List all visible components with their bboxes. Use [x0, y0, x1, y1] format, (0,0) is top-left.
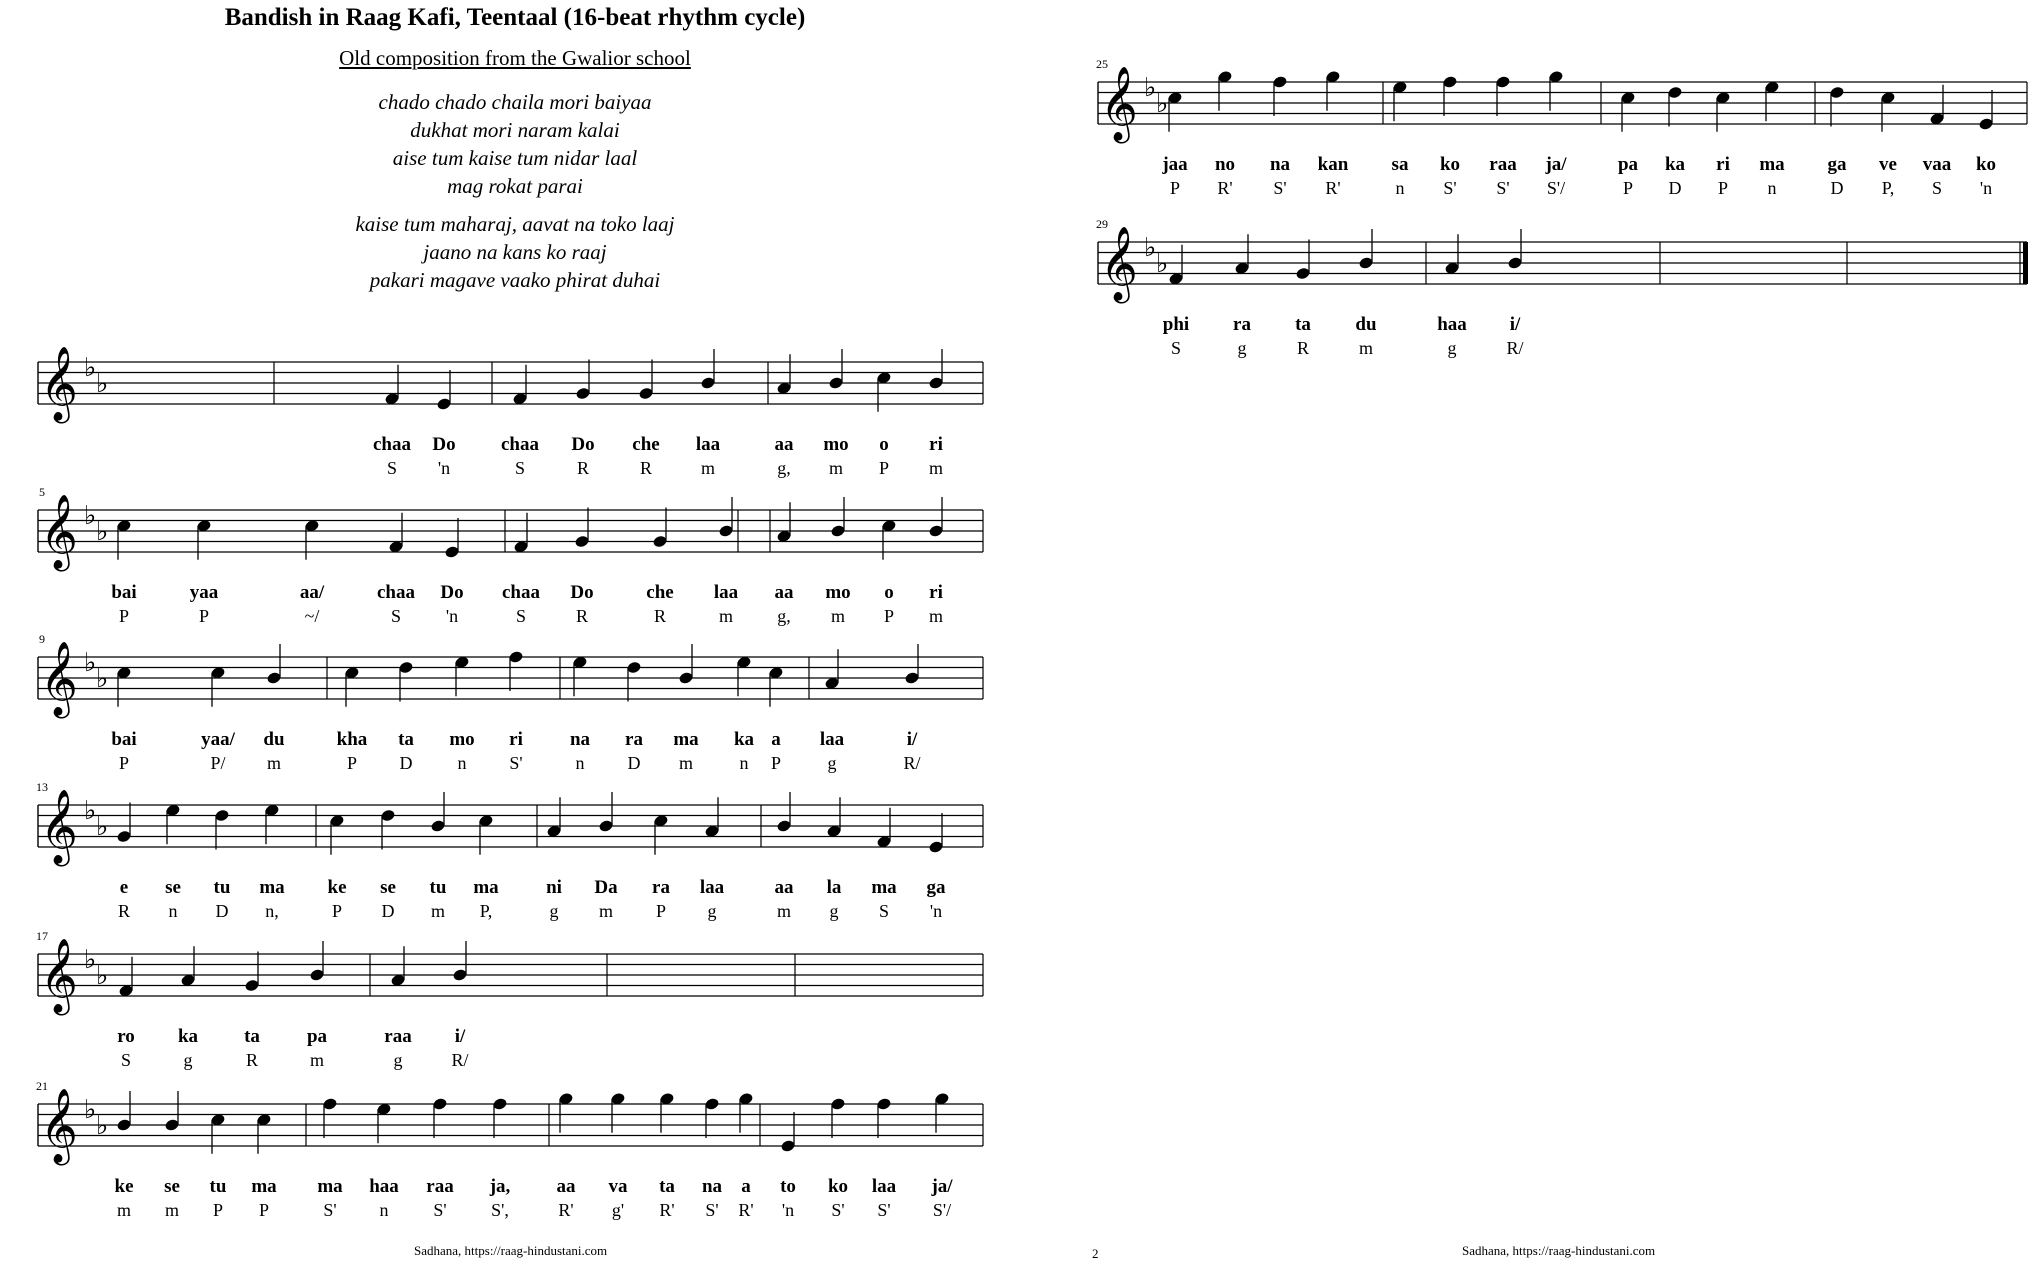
swar-note: 'n [437, 458, 451, 478]
measure-number: 29 [1096, 217, 1108, 231]
swar-note: R [576, 458, 590, 478]
lyric-syllable: aa [774, 582, 794, 603]
page-title: Bandish in Raag Kafi, Teentaal (16-beat rhythm cycle) [224, 4, 806, 31]
swar-note: S' [433, 1200, 447, 1220]
swar-note: R/ [1506, 338, 1524, 358]
two-flats-icon: ♭ [84, 353, 97, 383]
swar-note: S [1931, 178, 1943, 198]
swar-note: R/ [451, 1050, 469, 1070]
poem-line: dukhat mori naram kalai [410, 118, 620, 142]
lyric-syllable: ko [827, 1176, 849, 1197]
lyric-syllable: haa [369, 1176, 399, 1197]
swar-note: P [258, 1200, 270, 1220]
swar-note: R' [738, 1200, 754, 1220]
lyric-syllable: Do [571, 434, 595, 455]
lyric-syllable: pa [306, 1026, 328, 1047]
swar-note: S [390, 606, 402, 626]
lyric-syllable: bai [111, 729, 137, 750]
lyric-syllable: a [741, 1176, 751, 1197]
swar-note: P [118, 753, 130, 773]
lyric-syllable: a [771, 729, 781, 750]
swar-note: D [1668, 178, 1682, 198]
swar-note: P [331, 901, 343, 921]
swar-note: R [117, 901, 131, 921]
swar-note: S [515, 606, 527, 626]
lyric-syllable: i/ [454, 1026, 466, 1047]
lyric-syllable: ra [625, 729, 643, 750]
lyric-syllable: yaa/ [201, 729, 235, 750]
staff-system [38, 495, 983, 572]
poem-line: aise tum kaise tum nidar laal [392, 146, 638, 170]
swar-note: P [878, 458, 890, 478]
lyric-syllable: ra [652, 877, 670, 898]
staff-system [1098, 67, 2027, 144]
two-flats-icon: ♭ [96, 1111, 109, 1141]
lyric-syllable: kan [1317, 154, 1349, 175]
two-flats-icon: ♭ [84, 1095, 97, 1125]
swar-note: R [1296, 338, 1310, 358]
lyric-syllable: na [701, 1176, 723, 1197]
poem-line: pakari magave vaako phirat duhai [369, 268, 661, 292]
swar-note: g [549, 901, 559, 921]
swar-note: m [430, 901, 446, 921]
lyric-syllable: aa [556, 1176, 576, 1197]
swar-note: n, [265, 901, 279, 921]
lyric-syllable: laa [695, 434, 721, 455]
two-flats-icon: ♭ [1144, 73, 1157, 103]
lyric-syllable: phi [1162, 314, 1190, 335]
lyric-syllable: laa [871, 1176, 897, 1197]
swar-note: g [1237, 338, 1247, 358]
swar-note: S' [323, 1200, 337, 1220]
lyric-syllable: bai [111, 582, 137, 603]
lyric-syllable: ta [659, 1176, 675, 1197]
treble-clef-icon: 𝄞 [40, 1089, 78, 1163]
treble-clef-icon: 𝄞 [40, 790, 78, 864]
lyric-syllable: Do [440, 582, 464, 603]
lyric-syllable: ta [398, 729, 414, 750]
swar-note: g [183, 1050, 193, 1070]
swar-note: S [514, 458, 526, 478]
lyric-syllable: se [165, 877, 181, 898]
swar-note: D [1830, 178, 1844, 198]
treble-clef-icon: 𝄞 [1100, 67, 1138, 141]
swar-note: D [215, 901, 229, 921]
swar-note: g [1447, 338, 1457, 358]
treble-clef-icon: 𝄞 [1100, 227, 1138, 301]
swar-note: 'n [445, 606, 459, 626]
swar-note: D [627, 753, 641, 773]
lyric-syllable: tu [429, 877, 447, 898]
swar-note: m [598, 901, 614, 921]
lyric-syllable: ma [473, 877, 499, 898]
swar-note: n [457, 753, 467, 773]
lyric-syllable: chaa [373, 434, 411, 455]
lyric-syllable: vaa [1922, 154, 1952, 175]
swar-note: g' [611, 1200, 625, 1220]
lyric-syllable: to [780, 1176, 796, 1197]
two-flats-icon: ♭ [84, 796, 97, 826]
swar-note: P [1169, 178, 1181, 198]
two-flats-icon: ♭ [96, 664, 109, 694]
lyric-syllable: ra [1233, 314, 1251, 335]
lyric-syllable: se [380, 877, 396, 898]
staff-system [38, 1089, 983, 1166]
lyric-syllable: ja/ [931, 1176, 953, 1197]
swar-note: R [575, 606, 589, 626]
lyric-syllable: ke [327, 877, 347, 898]
lyric-syllable: aa [774, 877, 794, 898]
treble-clef-icon: 𝄞 [40, 347, 78, 421]
swar-note: m [678, 753, 694, 773]
final-barline-thick [2023, 242, 2028, 284]
lyric-syllable: pa [1617, 154, 1639, 175]
lyric-syllable: Do [570, 582, 594, 603]
staff-system [38, 790, 983, 867]
swar-note: n [379, 1200, 389, 1220]
swar-note: S'/ [932, 1200, 952, 1220]
lyric-syllable: o [879, 434, 889, 455]
swar-note: g, [777, 606, 791, 626]
lyric-syllable: chaa [501, 434, 539, 455]
swar-note: D [381, 901, 395, 921]
swar-note: P/ [210, 753, 226, 773]
swar-note: P [655, 901, 667, 921]
two-flats-icon: ♭ [84, 945, 97, 975]
lyric-syllable: tu [209, 1176, 227, 1197]
treble-clef-icon: 𝄞 [40, 642, 78, 716]
swar-note: n [575, 753, 585, 773]
swar-note: S' [1443, 178, 1457, 198]
poem-line: chado chado chaila mori baiyaa [378, 90, 652, 114]
staff-system [1098, 227, 2028, 304]
swar-note: R [653, 606, 667, 626]
swar-note: R/ [903, 753, 921, 773]
swar-note: S' [877, 1200, 891, 1220]
swar-note: m [1358, 338, 1374, 358]
lyric-syllable: sa [1391, 154, 1409, 175]
lyric-syllable: kha [336, 729, 368, 750]
lyric-syllable: ko [1975, 154, 1997, 175]
lyric-syllable: ke [114, 1176, 134, 1197]
swar-note: P [118, 606, 130, 626]
lyric-syllable: Da [594, 877, 618, 898]
lyric-syllable: na [1269, 154, 1291, 175]
staff-system [38, 642, 983, 719]
measure-number: 21 [36, 1079, 48, 1093]
poem-line: kaise tum maharaj, aavat na toko laaj [355, 212, 675, 236]
lyric-syllable: la [826, 877, 842, 898]
lyric-syllable: ma [251, 1176, 277, 1197]
lyric-syllable: ga [1827, 154, 1847, 175]
swar-note: m [830, 606, 846, 626]
lyric-syllable: ka [177, 1026, 199, 1047]
poem-line: jaano na kans ko raaj [423, 240, 607, 264]
swar-note: m [116, 1200, 132, 1220]
poem-line: mag rokat parai [447, 174, 583, 198]
lyric-syllable: laa [699, 877, 725, 898]
lyric-syllable: raa [1489, 154, 1517, 175]
lyric-syllable: ma [317, 1176, 343, 1197]
swar-note: g [827, 753, 837, 773]
lyric-syllable: raa [384, 1026, 412, 1047]
swar-note: m [700, 458, 716, 478]
swar-note: m [164, 1200, 180, 1220]
swar-note: R [639, 458, 653, 478]
two-flats-icon: ♭ [1144, 233, 1157, 263]
swar-note: m [828, 458, 844, 478]
lyric-syllable: tu [213, 877, 231, 898]
swar-note: S'/ [1546, 178, 1566, 198]
swar-note: 'n [929, 901, 943, 921]
swar-note: n [1767, 178, 1777, 198]
lyric-syllable: aa [774, 434, 794, 455]
lyric-syllable: ja, [489, 1176, 511, 1197]
swar-note: 'n [1979, 178, 1993, 198]
swar-note: R' [659, 1200, 675, 1220]
lyric-syllable: mo [825, 582, 851, 603]
swar-note: R' [1217, 178, 1233, 198]
lyric-syllable: laa [819, 729, 845, 750]
swar-note: D [399, 753, 413, 773]
swar-note: S [120, 1050, 132, 1070]
lyric-syllable: ma [1759, 154, 1785, 175]
lyric-syllable: ja/ [1545, 154, 1567, 175]
lyric-syllable: du [263, 729, 285, 750]
swar-note: P, [479, 901, 493, 921]
lyric-syllable: che [632, 434, 660, 455]
swar-note: m [309, 1050, 325, 1070]
lyric-syllable: ve [1879, 154, 1897, 175]
swar-note: n [1395, 178, 1405, 198]
lyric-syllable: ma [673, 729, 699, 750]
swar-note: S' [1273, 178, 1287, 198]
lyric-syllable: ko [1439, 154, 1461, 175]
swar-note: S' [831, 1200, 845, 1220]
lyric-syllable: ka [1664, 154, 1686, 175]
swar-note: S [878, 901, 890, 921]
lyric-syllable: ma [871, 877, 897, 898]
two-flats-icon: ♭ [1156, 89, 1169, 119]
footer-credit-left: Sadhana, https://raag-hindustani.com [414, 1243, 608, 1258]
two-flats-icon: ♭ [96, 961, 109, 991]
swar-note: ~/ [304, 606, 320, 626]
swar-note: P [1717, 178, 1729, 198]
treble-clef-icon: 𝄞 [40, 495, 78, 569]
swar-note: P [198, 606, 210, 626]
lyric-syllable: ta [1295, 314, 1311, 335]
lyric-syllable: ni [546, 877, 562, 898]
measure-number: 17 [36, 929, 48, 943]
swar-note: S [1170, 338, 1182, 358]
lyric-syllable: no [1214, 154, 1236, 175]
measure-number: 13 [36, 780, 48, 794]
page-subtitle: Old composition from the Gwalior school [339, 46, 691, 70]
lyric-syllable: ri [929, 582, 943, 603]
lyric-syllable: chaa [377, 582, 415, 603]
lyric-syllable: chaa [502, 582, 540, 603]
swar-note: g [829, 901, 839, 921]
swar-note: 'n [781, 1200, 795, 1220]
lyric-syllable: se [164, 1176, 180, 1197]
lyric-syllable: ka [733, 729, 755, 750]
swar-note: S' [509, 753, 523, 773]
lyric-syllable: ta [244, 1026, 260, 1047]
swar-note: R' [1325, 178, 1341, 198]
swar-note: P [212, 1200, 224, 1220]
two-flats-icon: ♭ [1156, 249, 1169, 279]
swar-note: S' [1496, 178, 1510, 198]
page-number: 2 [1092, 1246, 1099, 1261]
swar-note: S' [705, 1200, 719, 1220]
lyric-syllable: ri [929, 434, 943, 455]
lyric-syllable: va [608, 1176, 628, 1197]
swar-note: R [245, 1050, 259, 1070]
measure-number: 25 [1096, 57, 1108, 71]
lyric-syllable: i/ [1509, 314, 1521, 335]
swar-note: g [707, 901, 717, 921]
two-flats-icon: ♭ [84, 501, 97, 531]
swar-note: P [1622, 178, 1634, 198]
lyric-syllable: i/ [906, 729, 918, 750]
measure-number: 9 [39, 632, 45, 646]
lyric-syllable: raa [426, 1176, 454, 1197]
lyric-syllable: na [569, 729, 591, 750]
swar-note: n [739, 753, 749, 773]
lyric-syllable: mo [823, 434, 849, 455]
lyric-syllable: ri [509, 729, 523, 750]
lyric-syllable: jaa [1162, 154, 1188, 175]
swar-note: S', [491, 1200, 509, 1220]
swar-note: P, [1881, 178, 1895, 198]
two-flats-icon: ♭ [96, 517, 109, 547]
lyric-syllable: haa [1437, 314, 1467, 335]
swar-note: P [883, 606, 895, 626]
swar-note: P [770, 753, 782, 773]
footer-credit-right: Sadhana, https://raag-hindustani.com [1462, 1243, 1656, 1258]
two-flats-icon: ♭ [84, 648, 97, 678]
swar-note: g [393, 1050, 403, 1070]
lyric-syllable: mo [449, 729, 475, 750]
lyric-syllable: laa [713, 582, 739, 603]
swar-note: m [266, 753, 282, 773]
lyric-syllable: yaa [189, 582, 219, 603]
swar-note: m [928, 458, 944, 478]
swar-note: m [776, 901, 792, 921]
two-flats-icon: ♭ [96, 812, 109, 842]
swar-note: n [168, 901, 178, 921]
swar-note: P [346, 753, 358, 773]
lyric-syllable: che [646, 582, 674, 603]
staff-system [38, 347, 983, 424]
swar-note: m [928, 606, 944, 626]
lyric-syllable: ri [1716, 154, 1730, 175]
lyric-syllable: e [119, 877, 129, 898]
lyric-syllable: ma [259, 877, 285, 898]
swar-note: m [718, 606, 734, 626]
lyric-syllable: du [1355, 314, 1377, 335]
lyric-syllable: aa/ [299, 582, 325, 603]
lyric-syllable: o [884, 582, 894, 603]
treble-clef-icon: 𝄞 [40, 939, 78, 1013]
swar-note: g, [777, 458, 791, 478]
lyric-syllable: ga [926, 877, 946, 898]
measure-number: 5 [39, 485, 45, 499]
swar-note: S [386, 458, 398, 478]
lyric-syllable: Do [432, 434, 456, 455]
swar-note: R' [558, 1200, 574, 1220]
lyric-syllable: ro [117, 1026, 135, 1047]
two-flats-icon: ♭ [96, 369, 109, 399]
staff-system [38, 939, 983, 1016]
